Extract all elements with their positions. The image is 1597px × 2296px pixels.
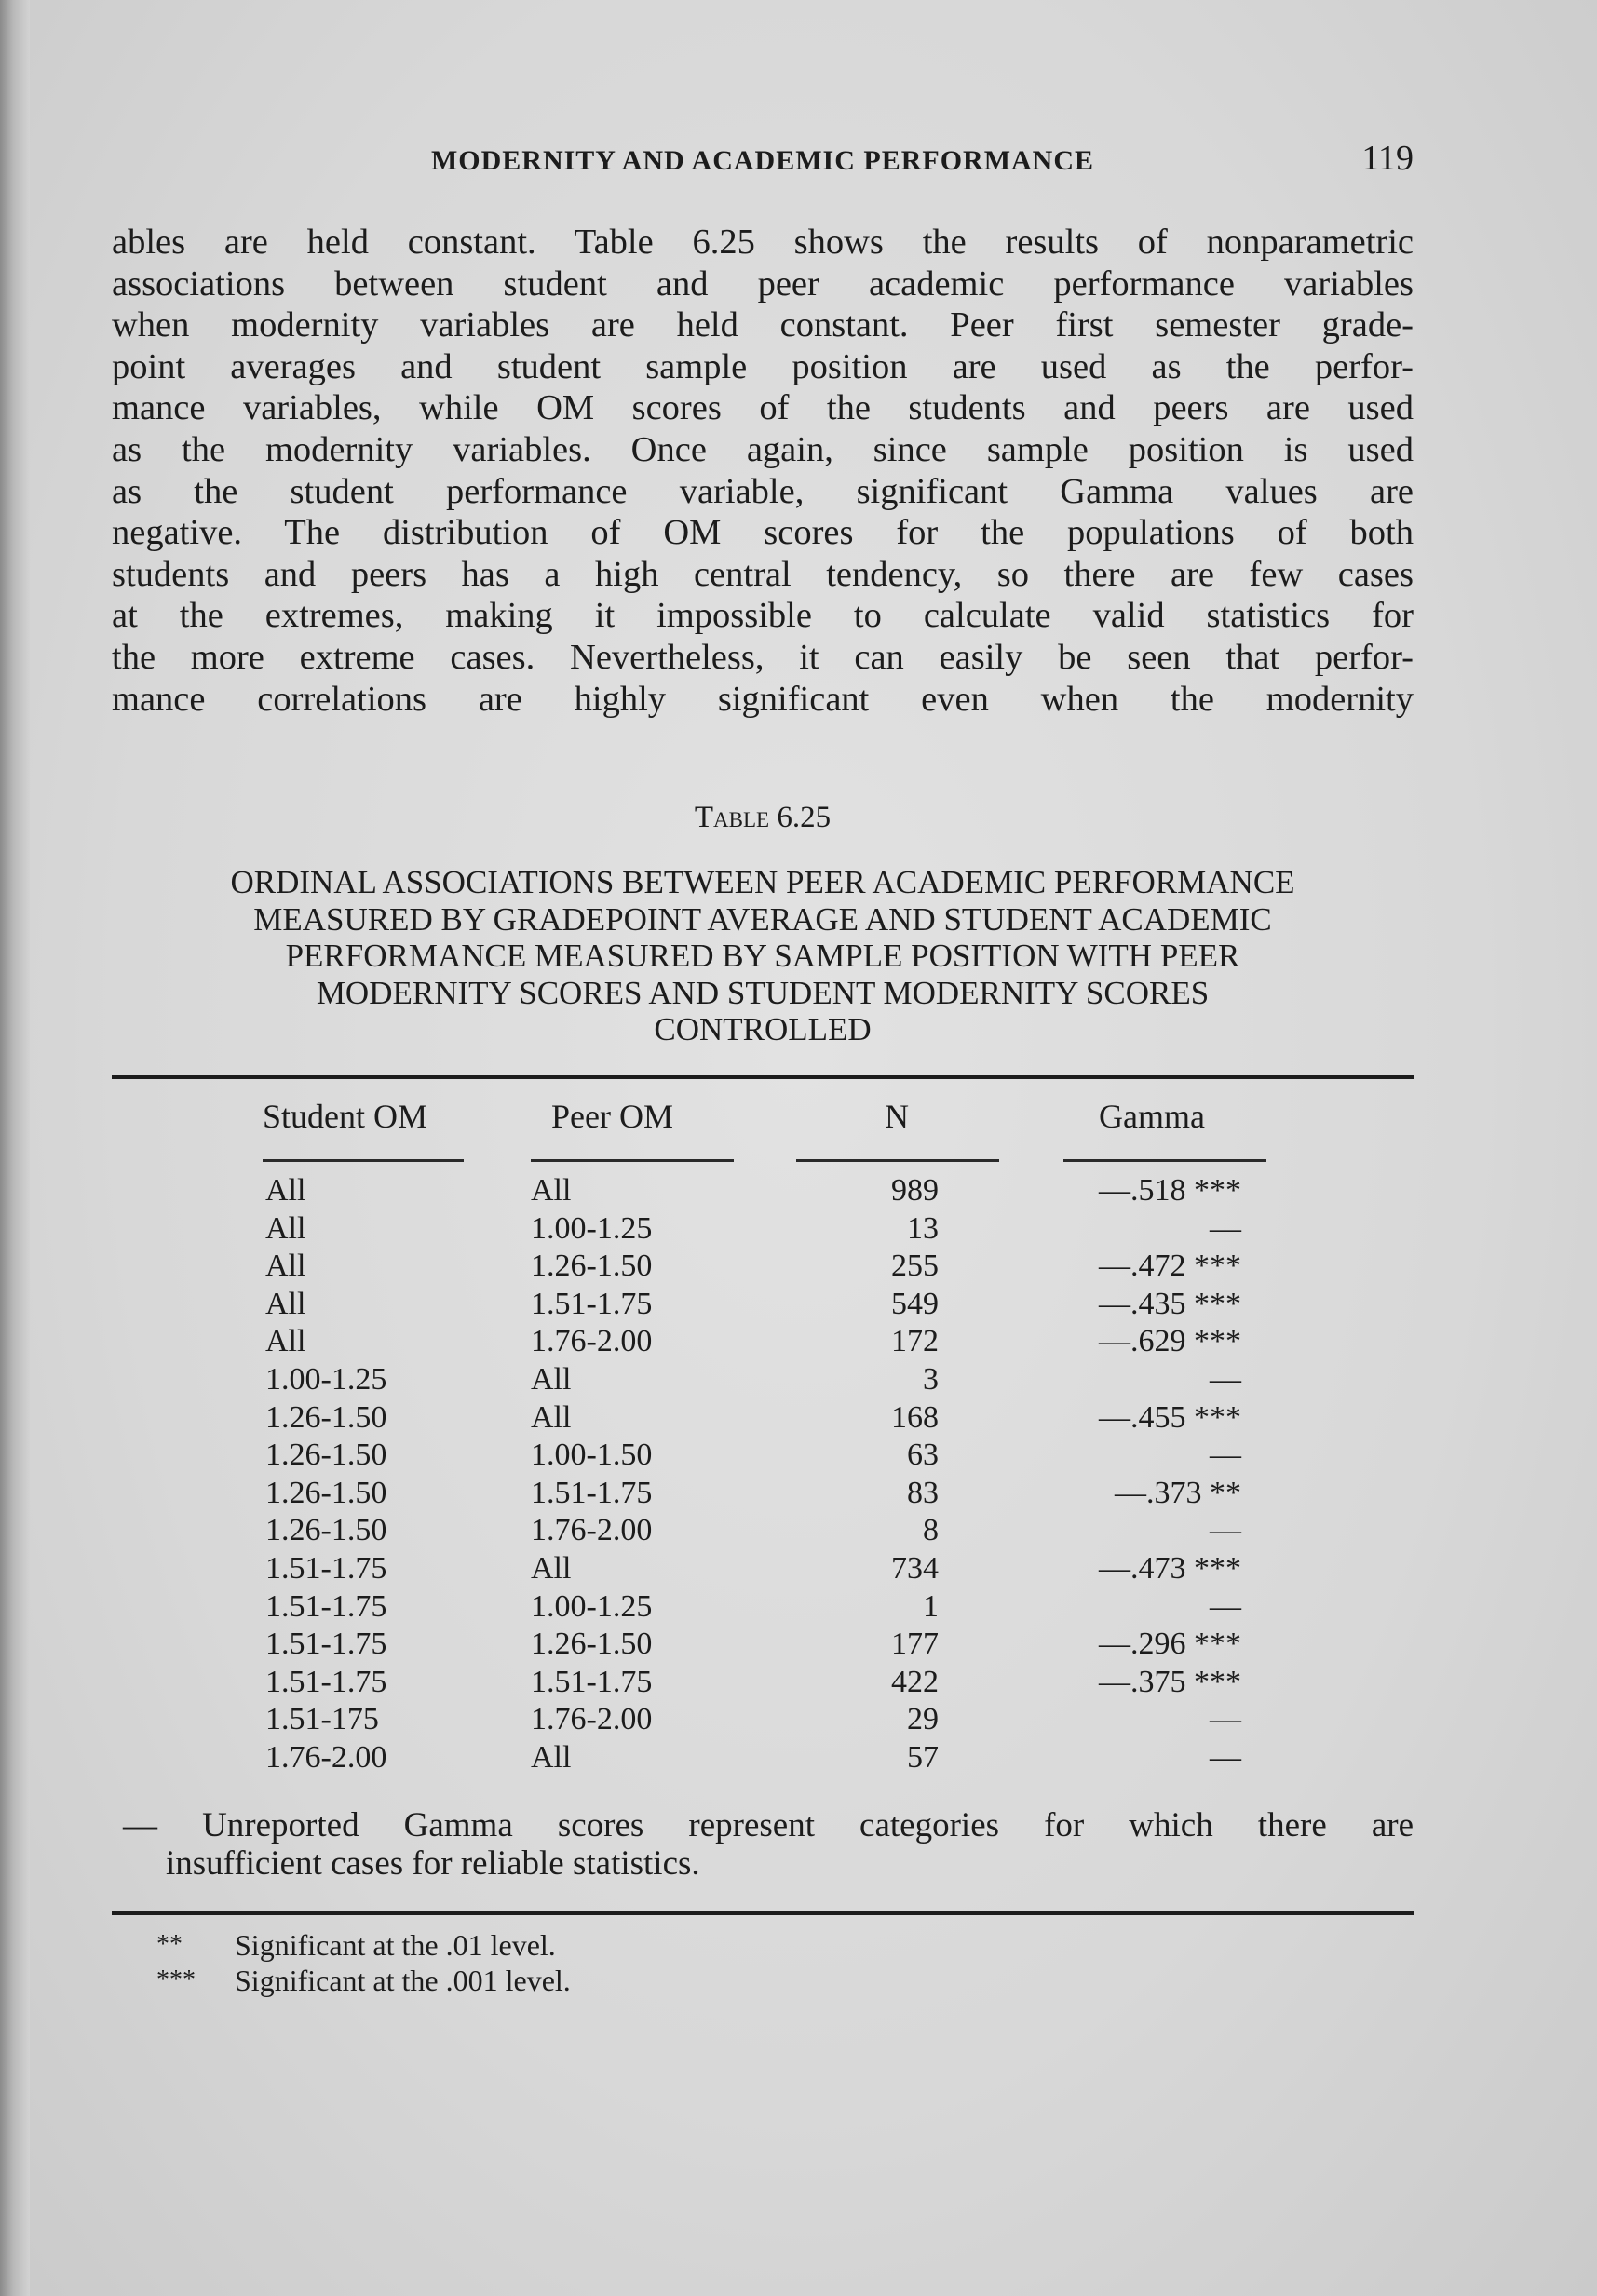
cell-gamma: —.375 *** <box>1099 1664 1241 1699</box>
table-row <box>0 1665 1597 1703</box>
footnote-mark: *** <box>156 1965 196 1994</box>
cell-student-om: 1.26-1.50 <box>265 1513 387 1548</box>
table-title-line: CONTROLLED <box>654 1011 872 1047</box>
body-line: at the extremes, making it impossible to calculate valid statistics for <box>112 596 1414 636</box>
cell-student-om: All <box>265 1249 306 1284</box>
footnote-text: Significant at the .001 level. <box>235 1964 571 1997</box>
body-line: as the student performance variable, significant Gamma values are <box>112 471 1414 511</box>
body-line: as the modernity variables. Once again, since sample position is used <box>112 429 1414 469</box>
running-head: MODERNITY AND ACADEMIC PERFORMANCE <box>430 145 1095 176</box>
table-row <box>0 1627 1597 1665</box>
body-line: point averages and student sample position are used as the perfor- <box>112 346 1414 386</box>
table-row <box>0 1173 1597 1211</box>
cell-student-om: All <box>265 1286 306 1321</box>
table-row <box>0 1211 1597 1249</box>
table-row <box>0 1438 1597 1476</box>
table-top-rule <box>112 1075 1414 1079</box>
table-row <box>0 1740 1597 1778</box>
page-header <box>112 138 1414 194</box>
cell-n: 63 <box>907 1438 939 1473</box>
cell-gamma: — <box>1210 1438 1241 1473</box>
body-line: mance variables, while OM scores of the students and peers are used <box>112 388 1414 428</box>
footnote-text: Significant at the .01 level. <box>235 1928 556 1962</box>
cell-gamma: — <box>1210 1513 1241 1548</box>
cell-peer-om: 1.00-1.25 <box>531 1210 653 1246</box>
body-line: when modernity variables are held constant. Peer first semester grade- <box>112 305 1414 345</box>
cell-n: 255 <box>891 1249 939 1284</box>
cell-peer-om: 1.26-1.50 <box>531 1249 653 1284</box>
body-line: students and peers has a high central tendency, so there are few cases <box>112 554 1414 594</box>
cell-peer-om: All <box>531 1550 572 1586</box>
body-line: negative. The distribution of OM scores for the populations of both <box>112 513 1414 553</box>
cell-student-om: 1.51-1.75 <box>265 1627 387 1662</box>
table-label <box>112 801 1414 835</box>
cell-student-om: All <box>265 1324 306 1359</box>
body-line: mance correlations are highly significant even when the modernity <box>112 679 1414 719</box>
cell-student-om: 1.51-1.75 <box>265 1664 387 1699</box>
cell-gamma: —.435 *** <box>1099 1286 1241 1321</box>
cell-n: 3 <box>923 1361 939 1397</box>
cell-peer-om: All <box>531 1173 572 1208</box>
cell-peer-om: 1.26-1.50 <box>531 1627 653 1662</box>
cell-n: 422 <box>891 1664 939 1699</box>
column-header-peer-om: Peer OM <box>551 1098 673 1135</box>
cell-gamma: —.518 *** <box>1099 1173 1241 1208</box>
table-note-line: — Unreported Gamma scores represent categories for which there are <box>123 1806 1414 1844</box>
cell-gamma: —.629 *** <box>1099 1324 1241 1359</box>
cell-n: 57 <box>907 1739 939 1775</box>
cell-student-om: 1.51-175 <box>265 1702 379 1737</box>
footnote-rule <box>112 1911 1414 1915</box>
column-header-gamma: Gamma <box>1099 1098 1205 1135</box>
cell-student-om: 1.00-1.25 <box>265 1361 387 1397</box>
cell-student-om: 1.26-1.50 <box>265 1475 387 1510</box>
table-title-line: MEASURED BY GRADEPOINT AVERAGE AND STUDENT ACADEMIC <box>253 900 1272 938</box>
cell-student-om: All <box>265 1210 306 1246</box>
cell-n: 168 <box>891 1399 939 1435</box>
cell-n: 734 <box>891 1550 939 1586</box>
column-underline <box>263 1159 464 1162</box>
table-label-text: Table 6.25 <box>694 801 832 834</box>
body-line: associations between student and peer academic performance variables <box>112 263 1414 304</box>
table-title <box>112 864 1414 1048</box>
cell-student-om: 1.51-1.75 <box>265 1588 387 1624</box>
cell-student-om: 1.26-1.50 <box>265 1438 387 1473</box>
cell-peer-om: 1.51-1.75 <box>531 1286 653 1321</box>
table-row <box>0 1589 1597 1627</box>
table-row <box>0 1287 1597 1325</box>
cell-n: 177 <box>891 1627 939 1662</box>
table-note <box>123 1806 1414 1883</box>
cell-gamma: — <box>1210 1588 1241 1624</box>
column-header-student-om: Student OM <box>263 1098 428 1135</box>
table-row <box>0 1476 1597 1514</box>
cell-gamma: —.473 *** <box>1099 1550 1241 1586</box>
body-paragraph <box>112 222 1414 720</box>
cell-peer-om: All <box>531 1361 572 1397</box>
table-row <box>0 1324 1597 1362</box>
cell-peer-om: 1.76-2.00 <box>531 1513 653 1548</box>
cell-gamma: —.472 *** <box>1099 1249 1241 1284</box>
table-row <box>0 1702 1597 1740</box>
cell-gamma: — <box>1210 1739 1241 1775</box>
cell-gamma: —.455 *** <box>1099 1399 1241 1435</box>
table-title-line: PERFORMANCE MEASURED BY SAMPLE POSITION WITH PEER <box>285 938 1240 974</box>
column-header-n: N <box>885 1098 909 1135</box>
cell-gamma: — <box>1210 1361 1241 1397</box>
cell-gamma: — <box>1210 1702 1241 1737</box>
cell-peer-om: All <box>531 1399 572 1435</box>
page-spine-shadow <box>0 0 30 2296</box>
cell-student-om: All <box>265 1173 306 1208</box>
cell-peer-om: 1.00-1.50 <box>531 1438 653 1473</box>
cell-n: 13 <box>907 1210 939 1246</box>
cell-peer-om: All <box>531 1739 572 1775</box>
column-underline <box>531 1159 734 1162</box>
cell-n: 172 <box>891 1324 939 1359</box>
table-row <box>0 1249 1597 1287</box>
cell-student-om: 1.76-2.00 <box>265 1739 387 1775</box>
cell-student-om: 1.26-1.50 <box>265 1399 387 1435</box>
cell-student-om: 1.51-1.75 <box>265 1550 387 1586</box>
cell-n: 1 <box>923 1588 939 1624</box>
table-row <box>0 1551 1597 1589</box>
cell-peer-om: 1.76-2.00 <box>531 1324 653 1359</box>
body-line: the more extreme cases. Nevertheless, it can easily be seen that perfor- <box>112 637 1414 677</box>
table-note-line: insufficient cases for reliable statistics. <box>166 1844 700 1883</box>
cell-peer-om: 1.51-1.75 <box>531 1664 653 1699</box>
page-number: 119 <box>1361 139 1414 178</box>
cell-peer-om: 1.51-1.75 <box>531 1475 653 1510</box>
cell-gamma: —.296 *** <box>1099 1627 1241 1662</box>
cell-n: 989 <box>891 1173 939 1208</box>
table-body <box>0 1173 1597 1778</box>
column-underline <box>796 1159 999 1162</box>
column-underline <box>1063 1159 1266 1162</box>
cell-n: 549 <box>891 1286 939 1321</box>
table-row <box>0 1362 1597 1400</box>
cell-n: 8 <box>923 1513 939 1548</box>
cell-gamma: —.373 ** <box>1115 1475 1241 1510</box>
table-title-line: ORDINAL ASSOCIATIONS BETWEEN PEER ACADEMIC PERFORMANCE <box>230 864 1295 900</box>
cell-n: 83 <box>907 1475 939 1510</box>
cell-peer-om: 1.76-2.00 <box>531 1702 653 1737</box>
table-row <box>0 1400 1597 1438</box>
body-line: ables are held constant. Table 6.25 shows the results of nonparametric <box>112 223 1414 262</box>
cell-peer-om: 1.00-1.25 <box>531 1588 653 1624</box>
table-row <box>0 1513 1597 1551</box>
footnote-mark: ** <box>156 1930 183 1959</box>
cell-n: 29 <box>907 1702 939 1737</box>
cell-gamma: — <box>1210 1210 1241 1246</box>
table-title-line: MODERNITY SCORES AND STUDENT MODERNITY SCORES <box>316 974 1210 1011</box>
